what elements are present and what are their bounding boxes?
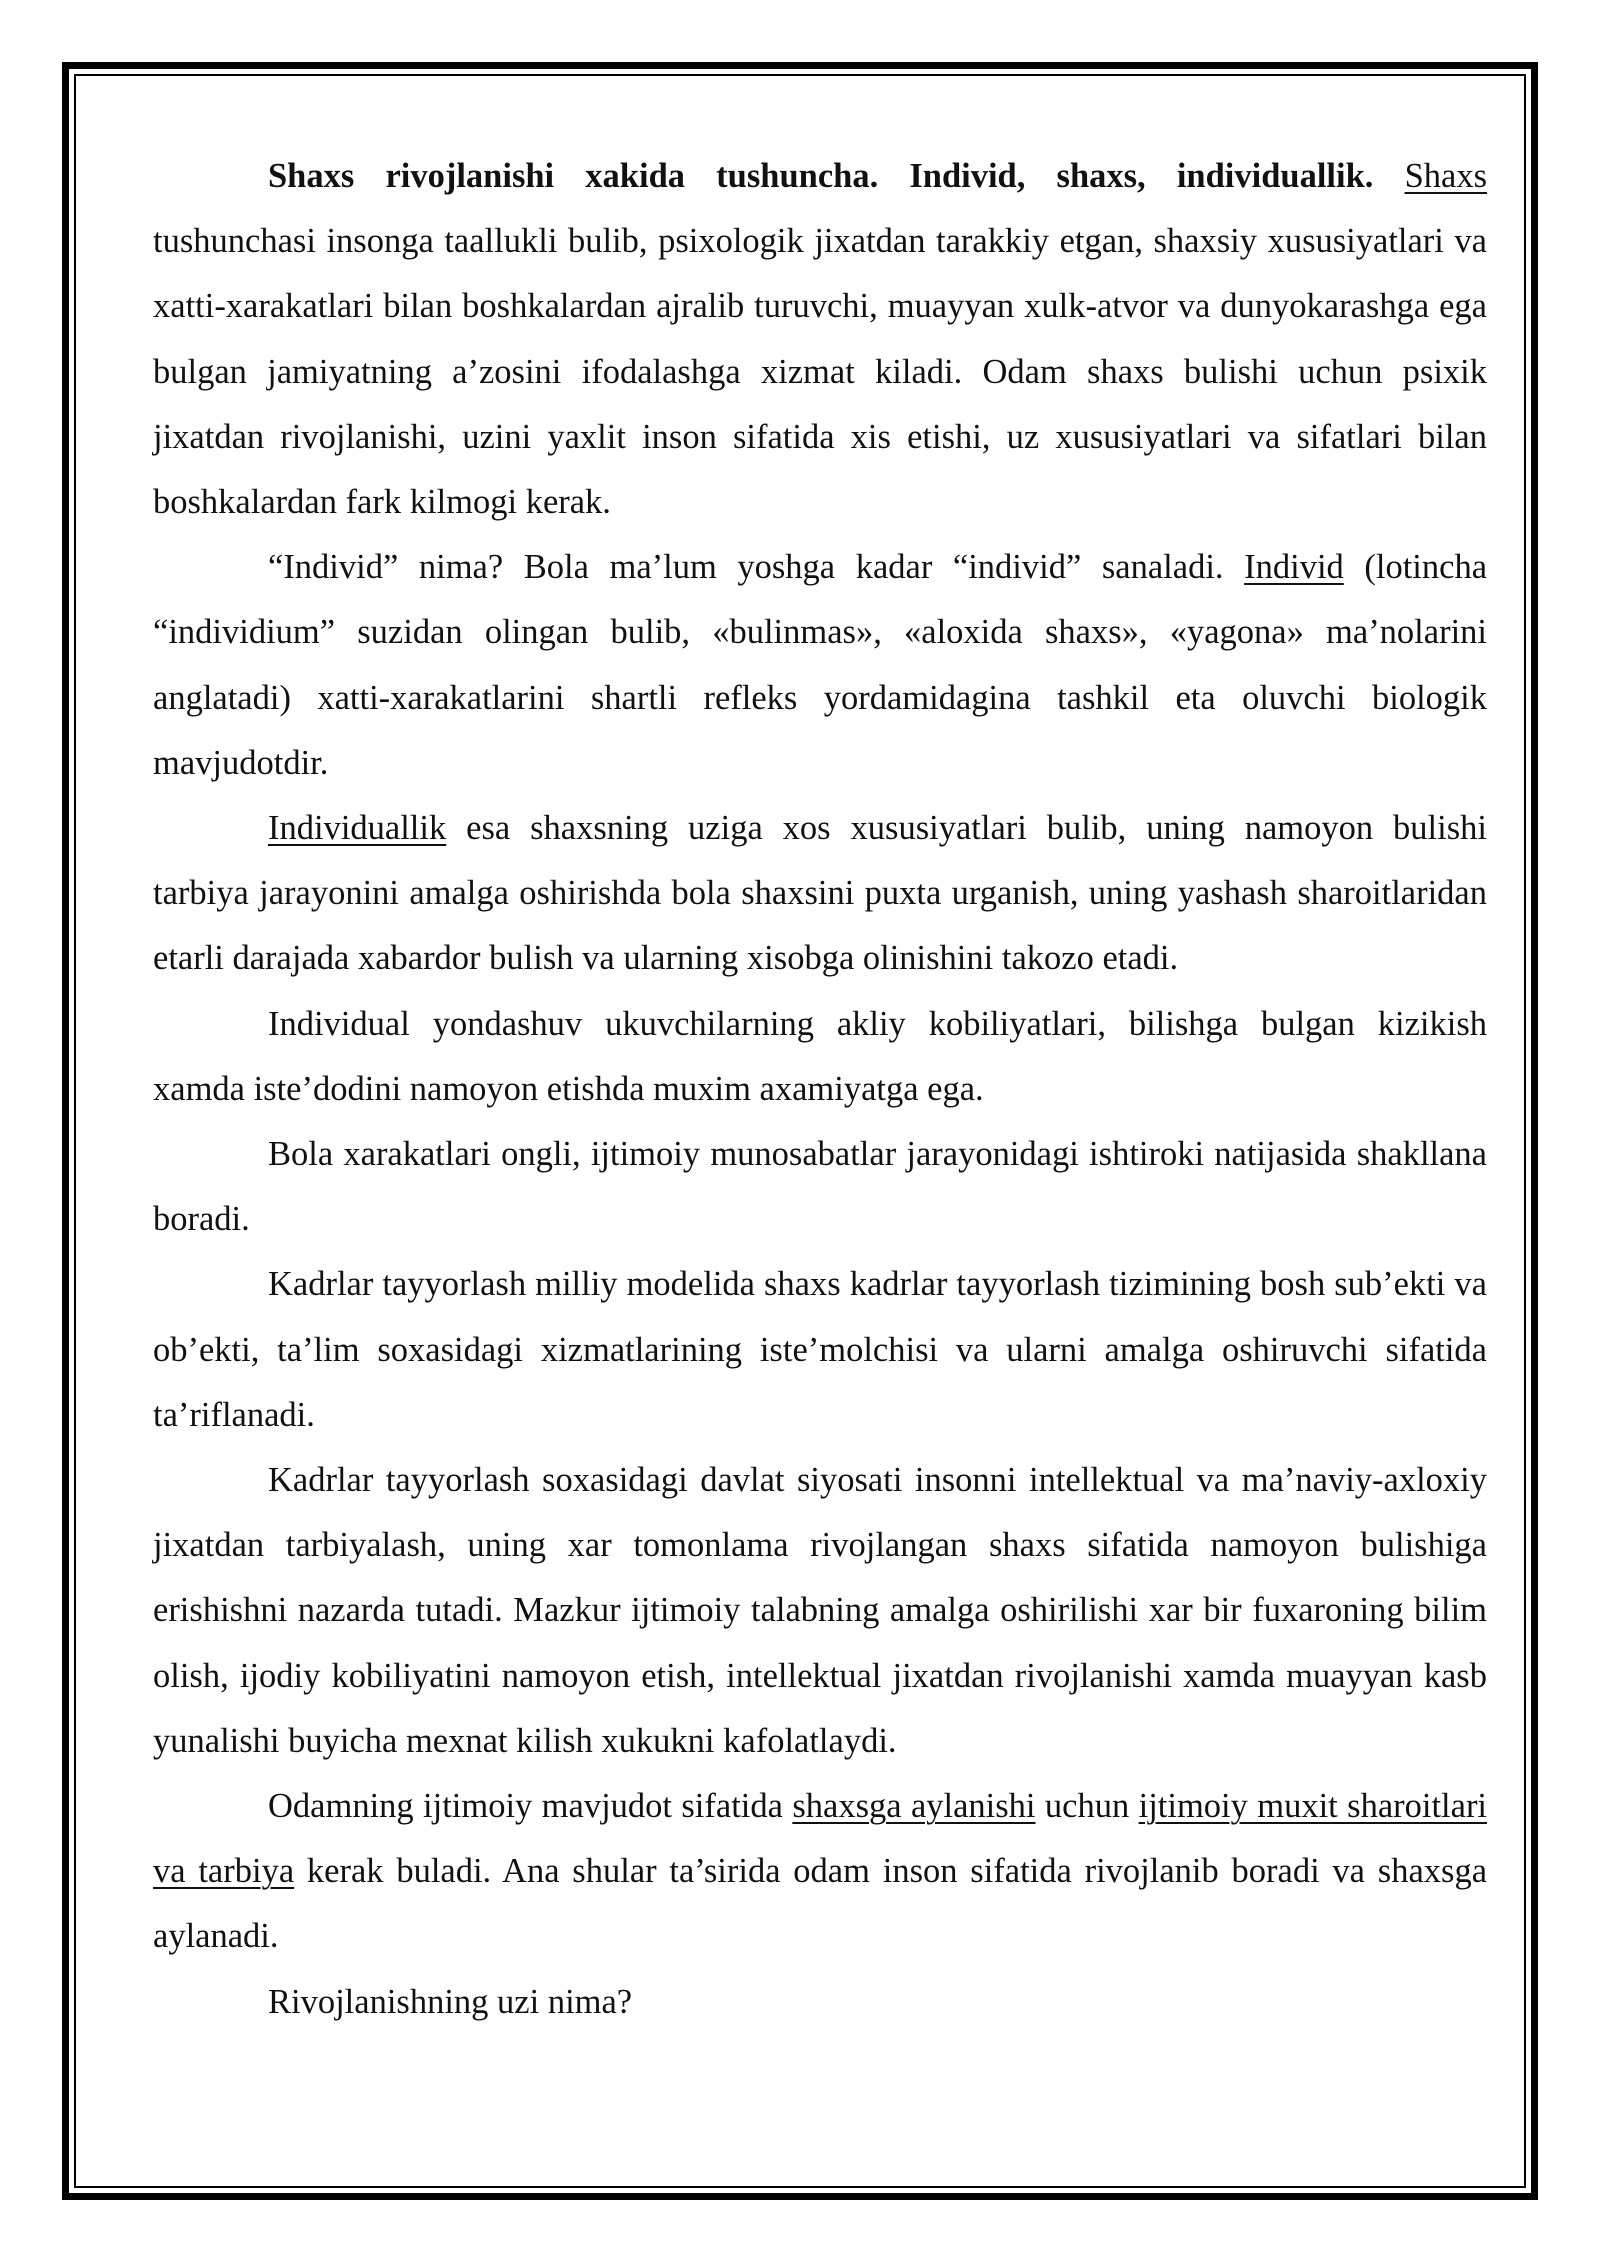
paragraph-text: Individual yondashuv ukuvchilarning akliy kobiliyatlari, bilishga bulgan kizikish xamda iste’dodini namoyon etishda muxim axamiyatga ega.	[153, 1004, 1487, 1108]
paragraph-text: esa shaxsning uziga xos xususiyatlari bulib, uning namoyon bulishi tarbiya jarayonini amalga oshirishda bola shaxsini puxta urganish, uning yashash sharoitlaridan etarli darajada xabardor bulish va ularning xisobga olinishini takozo etadi.	[153, 809, 1487, 978]
paragraph-lead: “Individ” nima? Bola ma’lum yoshga kadar “individ” sanaladi.	[268, 548, 1224, 587]
link-ijtimoiy-muxit: ijtimoiy muxit sharoitlari va tarbiya	[153, 1787, 1488, 1891]
section-heading: Shaxs rivojlanishi xakida tushuncha. Individ, shaxs, individuallik.	[268, 157, 1374, 195]
paragraph-text: Kadrlar tayyorlash soxasidagi davlat siyosati insonni intellektual va ma’naviy-axloxiy jixatdan tarbiyalash, uning xar tomonlama rivojlangan shaxs sifatida namoyon bulishiga erishishni nazarda tutadi. Mazkur ijtimoiy talabning amalga oshirilishi xar bir fuxaroning bilim olish, ijodiy kobiliyatini namoyon etish, intellektual jixatdan rivojlanishi xamda muayyan kasb yunalishi buyicha mexnat kilish xukukni kafolatlaydi.	[153, 1461, 1487, 1760]
paragraph-8	[153, 1774, 1487, 1970]
link-shaxsga-aylanishi: shaxsga aylanishi	[792, 1787, 1036, 1826]
paragraph-4	[153, 992, 1487, 1122]
paragraph-5	[153, 1122, 1487, 1252]
paragraph-text: Bola xarakatlari ongli, ijtimoiy munosabatlar jarayonidagi ishtiroki natijasida shakllana boradi.	[153, 1135, 1487, 1239]
paragraph-text: tushunchasi insonga taallukli bulib, psixologik jixatdan tarakkiy etgan, shaxsiy xususiyatlari va xatti-xarakatlari bilan boshkalardan ajralib turuvchi, muayyan xulk-atvor va dunyokarashga ega bulgan jamiyatning a’zosini ifodalashga xizmat kiladi. Odam shaxs bulishi uchun psixik jixatdan rivojlanishi, uzini yaxlit inson sifatida xis etishi, uz xususiyatlari va sifatlari bilan boshkalardan fark kilmogi kerak.	[153, 222, 1487, 522]
paragraph-6	[153, 1252, 1487, 1448]
paragraph-text-part-3: kerak buladi. Ana shular ta’sirida odam inson sifatida rivojlanib boradi va shaxsga aylanadi.	[153, 1852, 1488, 1956]
paragraph-7	[153, 1448, 1487, 1774]
paragraph-text: Kadrlar tayyorlash milliy modelida shaxs kadrlar tayyorlash tizimining bosh sub’ekti va ob’ekti, ta’lim soxasidagi xizmatlarining iste’molchisi va ularni amalga oshiruvchi sifatida ta’riflanadi.	[153, 1265, 1487, 1434]
paragraph-3	[153, 796, 1487, 992]
paragraph-text: Rivojlanishning uzi nima?	[268, 1982, 633, 2021]
paragraph-text-part-1: Odamning ijtimoiy mavjudot sifatida	[268, 1787, 783, 1826]
paragraph-text-part-2: uchun	[1044, 1787, 1130, 1826]
term-individ: Individ	[1244, 548, 1344, 587]
paragraph-1	[153, 144, 1487, 535]
paragraph-2	[153, 535, 1487, 796]
paragraph-text: (lotincha “individium” suzidan olingan bulib, «bulinmas», «aloxida shaxs», «yagona» ma’nolarini anglatadi) xatti-xarakatlarini shartli refleks yordamidagina tashkil eta oluvchi biologik mavjudotdir.	[153, 548, 1488, 782]
term-individuallik: Individuallik	[268, 809, 447, 848]
document-body	[153, 144, 1487, 2035]
term-shaxs: Shaxs	[1404, 157, 1488, 195]
paragraph-9	[153, 1970, 1487, 2035]
